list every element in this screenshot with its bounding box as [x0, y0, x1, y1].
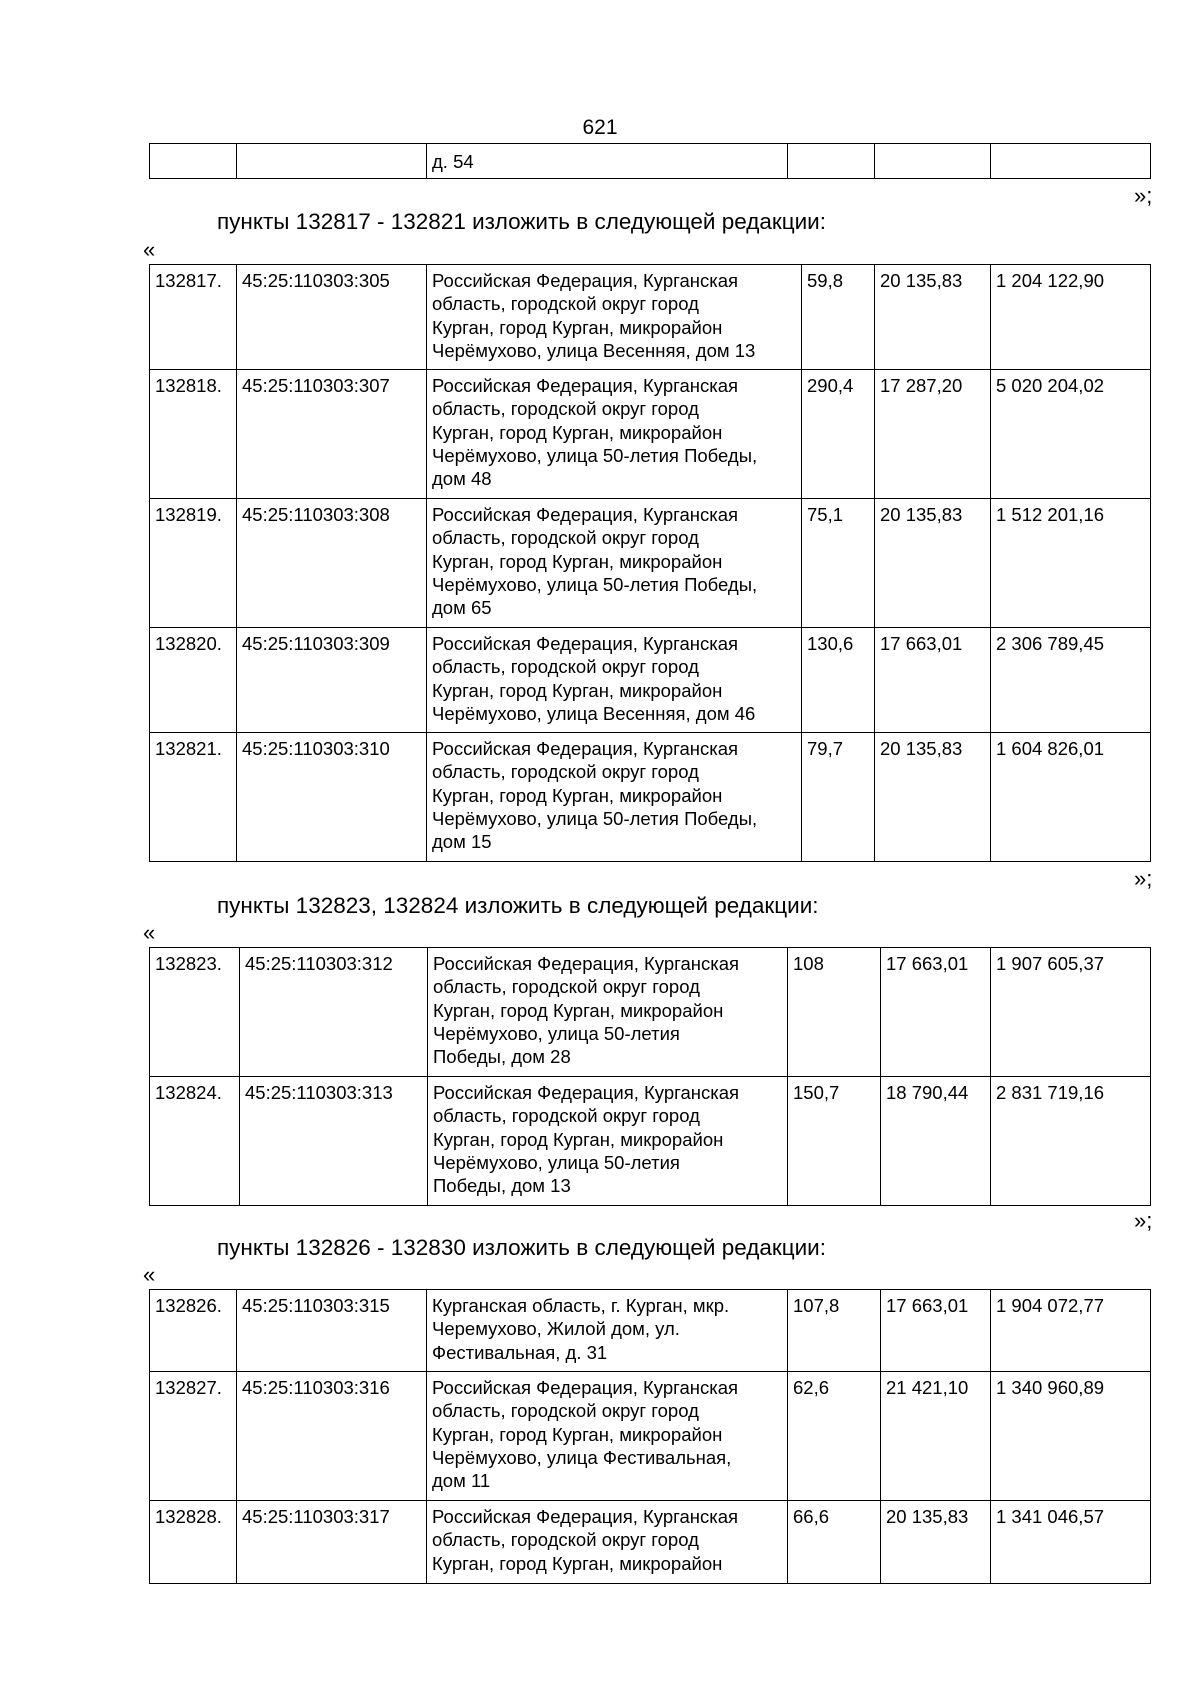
table-row	[150, 265, 1151, 370]
address-line: Победы, дом 28	[433, 1046, 571, 1068]
cell-address	[427, 733, 802, 862]
cell-area: 75,1	[802, 499, 875, 628]
address-line: Черёмухово, улица 50-летия	[433, 1022, 680, 1044]
address-line: Черёмухово, улица 50-летия Победы,	[432, 807, 758, 829]
cell-cadastral: 45:25:110303:316	[237, 1372, 427, 1501]
cell-num: 132818.	[150, 370, 237, 499]
address-line: Курган, город Курган, микрорайон	[432, 550, 723, 572]
address-line: Черёмухово, улица 50-летия Победы,	[432, 444, 758, 466]
address-line: Российская Федерация, Курганская	[432, 1506, 739, 1527]
cell-area: 62,6	[788, 1372, 881, 1501]
cell-price: 17 663,01	[881, 948, 991, 1077]
cell-address	[427, 265, 802, 370]
cell-total: 2 831 719,16	[991, 1077, 1151, 1206]
cell-total: 2 306 789,45	[991, 628, 1151, 733]
cell-address	[427, 1290, 788, 1372]
table-row	[150, 370, 1151, 499]
section-table	[149, 1289, 1151, 1584]
address-line: Российская Федерация, Курганская	[432, 738, 739, 759]
table-row	[150, 733, 1151, 862]
cell-area: 290,4	[802, 370, 875, 499]
address-line: Российская Федерация, Курганская	[432, 633, 739, 654]
section-heading: пункты 132823, 132824 изложить в следующей редакции:	[217, 893, 819, 918]
address-line: дом 11	[432, 1470, 491, 1492]
address-line: Российская Федерация, Курганская	[432, 375, 739, 396]
cell-num: 132824.	[150, 1077, 240, 1206]
address-line: Курган, город Курган, микрорайон	[432, 679, 723, 701]
address-line: область, городской округ город	[432, 527, 699, 549]
address-line: область, городской округ город	[432, 398, 699, 420]
cell-total: 1 512 201,16	[991, 499, 1151, 628]
address-line: Курганская область, г. Курган, мкр.	[432, 1295, 730, 1316]
address-line: область, городской округ город	[432, 656, 699, 678]
cell-total: 1 904 072,77	[991, 1290, 1151, 1372]
cell-num: 132827.	[150, 1372, 237, 1501]
address-line: Российская Федерация, Курганская	[433, 1082, 740, 1103]
cell-price: 17 287,20	[875, 370, 991, 499]
address-line: Черёмухово, улица 50-летия Победы,	[432, 573, 758, 595]
cell-cadastral: 45:25:110303:309	[237, 628, 427, 733]
cell-area: 59,8	[802, 265, 875, 370]
cell-cadastral: 45:25:110303:317	[237, 1501, 427, 1584]
address-line: Российская Федерация, Курганская	[432, 504, 739, 525]
address-line: дом 65	[432, 597, 492, 619]
cell-area: 150,7	[788, 1077, 881, 1206]
page-number: 621	[582, 116, 618, 139]
cell-address: д. 54	[427, 144, 788, 179]
address-line: Курган, город Курган, микрорайон	[432, 1423, 723, 1445]
table-row	[150, 144, 1151, 179]
closing-quote: »;	[1134, 183, 1153, 208]
address-line: Российская Федерация, Курганская	[432, 1377, 739, 1398]
cell-address	[427, 1501, 788, 1584]
cell-cadastral: 45:25:110303:315	[237, 1290, 427, 1372]
address-line: дом 15	[432, 831, 492, 853]
cell-area	[788, 144, 875, 179]
address-line: область, городской округ город	[433, 976, 700, 998]
section-table	[149, 264, 1151, 862]
cell-area: 107,8	[788, 1290, 881, 1372]
cell-num: 132826.	[150, 1290, 237, 1372]
table-row	[150, 1501, 1151, 1584]
table-row	[150, 499, 1151, 628]
cell-num: 132820.	[150, 628, 237, 733]
address-line: Черемухово, Жилой дом, ул.	[432, 1318, 680, 1340]
address-line: Курган, город Курган, микрорайон	[432, 1552, 723, 1574]
section-heading: пункты 132817 - 132821 изложить в следующей редакции:	[217, 209, 827, 234]
cell-address	[427, 499, 802, 628]
cell-num: 132823.	[150, 948, 240, 1077]
address-line: Курган, город Курган, микрорайон	[433, 1128, 724, 1150]
cell-cadastral: 45:25:110303:305	[237, 265, 427, 370]
address-line: Черёмухово, улица 50-летия	[433, 1151, 680, 1173]
address-line: область, городской округ город	[432, 1400, 699, 1422]
address-line: Черёмухово, улица Фестивальная,	[432, 1446, 732, 1468]
address-line: Победы, дом 13	[433, 1175, 571, 1197]
cell-address	[428, 948, 788, 1077]
cell-area: 108	[788, 948, 881, 1077]
cell-price: 18 790,44	[881, 1077, 991, 1206]
cell-cadastral: 45:25:110303:313	[240, 1077, 428, 1206]
table-row	[150, 1290, 1151, 1372]
closing-quote: »;	[1134, 866, 1153, 891]
closing-quote: »;	[1134, 1208, 1153, 1233]
cell-num	[150, 144, 237, 179]
opening-quote: «	[143, 237, 156, 262]
cell-area: 130,6	[802, 628, 875, 733]
cell-total	[991, 144, 1151, 179]
cell-price: 20 135,83	[875, 733, 991, 862]
top-fragment-table	[149, 143, 1151, 179]
cell-price: 20 135,83	[875, 499, 991, 628]
cell-address	[427, 370, 802, 499]
cell-price	[875, 144, 991, 179]
address-line: область, городской округ город	[432, 293, 699, 315]
cell-cadastral: 45:25:110303:312	[240, 948, 428, 1077]
address-line: дом 48	[432, 468, 492, 490]
cell-area: 66,6	[788, 1501, 881, 1584]
opening-quote: «	[143, 1262, 156, 1287]
cell-price: 21 421,10	[881, 1372, 991, 1501]
address-line: Курган, город Курган, микрорайон	[432, 421, 723, 443]
cell-area: 79,7	[802, 733, 875, 862]
cell-cadastral: 45:25:110303:310	[237, 733, 427, 862]
cell-price: 20 135,83	[875, 265, 991, 370]
table-row	[150, 1077, 1151, 1206]
address-line: Российская Федерация, Курганская	[433, 953, 740, 974]
address-line: область, городской округ город	[432, 1529, 699, 1551]
address-line: Курган, город Курган, микрорайон	[432, 316, 723, 338]
address-line: область, городской округ город	[433, 1105, 700, 1127]
cell-total: 1 341 046,57	[991, 1501, 1151, 1584]
cell-num: 132817.	[150, 265, 237, 370]
table-row	[150, 628, 1151, 733]
table-row	[150, 1372, 1151, 1501]
cell-cadastral	[237, 144, 427, 179]
address-line: Курган, город Курган, микрорайон	[433, 999, 724, 1021]
cell-address	[427, 628, 802, 733]
address-line: Курган, город Курган, микрорайон	[432, 784, 723, 806]
cell-num: 132828.	[150, 1501, 237, 1584]
table-row	[150, 948, 1151, 1077]
cell-address	[428, 1077, 788, 1206]
address-line: Черёмухово, улица Весенняя, дом 13	[432, 339, 756, 361]
cell-total: 1 907 605,37	[991, 948, 1151, 1077]
cell-total: 1 340 960,89	[991, 1372, 1151, 1501]
cell-price: 17 663,01	[881, 1290, 991, 1372]
cell-num: 132819.	[150, 499, 237, 628]
address-line: область, городской округ город	[432, 761, 699, 783]
address-line: Фестивальная, д. 31	[432, 1341, 608, 1363]
address-line: Российская Федерация, Курганская	[432, 270, 739, 291]
cell-num: 132821.	[150, 733, 237, 862]
section-heading: пункты 132826 - 132830 изложить в следующей редакции:	[217, 1235, 827, 1260]
cell-total: 1 604 826,01	[991, 733, 1151, 862]
cell-total: 1 204 122,90	[991, 265, 1151, 370]
opening-quote: «	[143, 920, 156, 945]
cell-price: 20 135,83	[881, 1501, 991, 1584]
cell-price: 17 663,01	[875, 628, 991, 733]
address-line: Черёмухово, улица Весенняя, дом 46	[432, 702, 756, 724]
cell-cadastral: 45:25:110303:307	[237, 370, 427, 499]
cell-total: 5 020 204,02	[991, 370, 1151, 499]
cell-cadastral: 45:25:110303:308	[237, 499, 427, 628]
cell-address	[427, 1372, 788, 1501]
section-table	[149, 947, 1151, 1206]
